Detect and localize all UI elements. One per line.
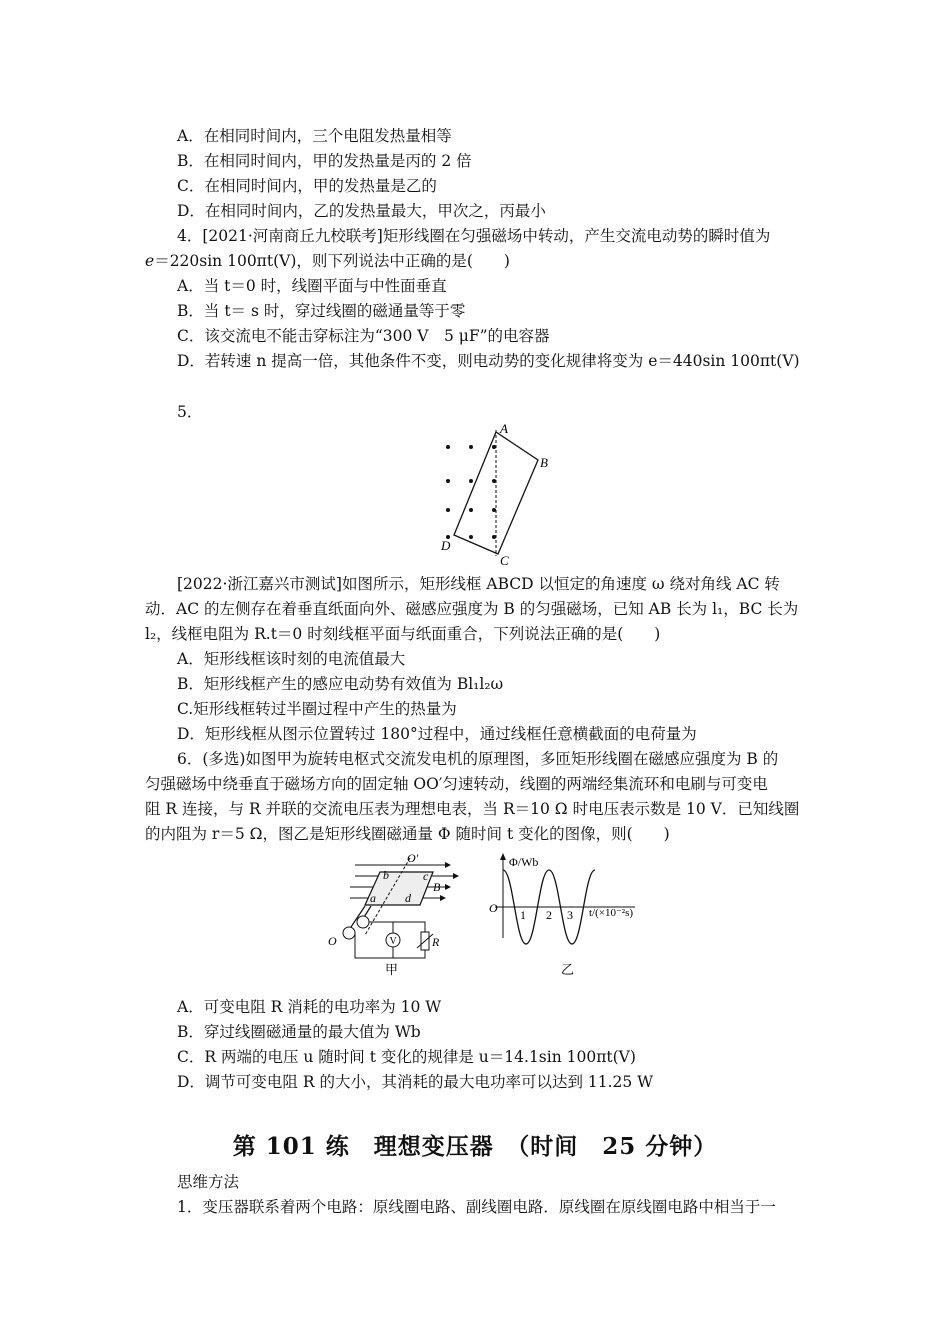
q3-option-d: D．在相同时间内，乙的发热量最大，甲次之，丙最小 xyxy=(177,202,546,220)
label-d: D xyxy=(441,538,451,553)
q5-option-d: D．矩形线框从图示位置转过 180°过程中，通过线框任意横截面的电荷量为 xyxy=(177,725,697,743)
q4-var-e: e xyxy=(145,252,155,270)
method-heading: 思维方法 xyxy=(177,1173,240,1191)
q4-stem-line2-text: ＝220sin 100πt(V)，则下列说法中正确的是( ) xyxy=(154,252,510,270)
label-d-lower: d xyxy=(405,891,411,905)
label-c-upper: c xyxy=(423,869,429,883)
y-axis-label: Φ/Wb xyxy=(509,855,539,869)
label-b-upper: b xyxy=(383,868,389,882)
q6-option-d: D．调节可变电阻 R 的大小，其消耗的最大电功率可以达到 11.25 W xyxy=(177,1073,654,1091)
q5-figure xyxy=(436,420,556,570)
slip-ring-upper xyxy=(357,916,369,928)
label-o-lower: O xyxy=(328,934,337,948)
q5-stem-line3: l₂，线框电阻为 R.t＝0 时刻线框平面与纸面重合，下列说法正确的是( ) xyxy=(145,625,661,643)
x-axis-label: t/(×10⁻²s) xyxy=(589,907,634,919)
field-arrowheads xyxy=(440,862,459,901)
label-a-lower: a xyxy=(370,891,376,905)
q4-option-a: A．当 t＝0 时，线圈平面与中性面垂直 xyxy=(177,277,447,295)
origin-label: O xyxy=(489,901,498,915)
section-title: 第 101 练 理想变压器 （时间 25 分钟） xyxy=(232,1133,718,1160)
q6-stem-line2: 匀强磁场中绕垂直于磁场方向的固定轴 OO′匀速转动，线圈的两端经集流环和电刷与可变电 xyxy=(145,775,768,793)
q6-option-a: A．可变电阻 R 消耗的电功率为 10 W xyxy=(177,998,442,1016)
q4-option-d: D．若转速 n 提高一倍，其他条件不变，则电动势的变化规律将变为 e＝440sin 100πt(V) xyxy=(177,352,800,370)
tick-3: 3 xyxy=(567,908,573,922)
tick-2: 2 xyxy=(546,908,552,922)
label-c: C xyxy=(500,553,509,568)
q3-option-a: A．在相同时间内，三个电阻发热量相等 xyxy=(177,127,452,145)
q6-stem-line3: 阻 R 连接，与 R 并联的交流电压表为理想电表，当 R＝10 Ω 时电压表示数是 10 V．已知线圈 xyxy=(145,800,800,818)
q5-option-c: C.矩形线框转过半圈过程中产生的热量为 xyxy=(177,700,457,718)
q6-stem-line1: 6．(多选)如图甲为旋转电枢式交流发电机的原理图，多匝矩形线圈在磁感应强度为 B 的 xyxy=(177,750,779,768)
q4-stem-line1: 4．[2021·河南商丘九校联考]矩形线圈在匀强磁场中转动，产生交流电动势的瞬时值为 xyxy=(177,227,771,245)
q6-figure-flux-graph xyxy=(485,850,665,980)
q6-option-b: B．穿过线圈磁通量的最大值为 Wb xyxy=(177,1023,421,1041)
q5-stem-line1: [2022·浙江嘉兴市测试]如图所示，矩形线框 ABCD 以恒定的角速度 ω 绕对角线 AC 转 xyxy=(177,575,780,593)
q3-option-b: B．在相同时间内，甲的发热量是丙的 2 倍 xyxy=(177,152,472,170)
q6-stem-line4: 的内阻为 r＝5 Ω，图乙是矩形线圈磁通量 Φ 随时间 t 变化的图像，则( ) xyxy=(145,825,670,843)
label-b: B xyxy=(540,455,548,470)
q4-stem-line2 xyxy=(145,251,510,271)
label-r: R xyxy=(432,935,440,949)
method-item-1: 1．变压器联系着两个电路：原线圈电路、副线圈电路．原线圈在原线圈电路中相当于一 xyxy=(177,1198,776,1216)
slip-ring-lower xyxy=(343,927,355,939)
label-field-b: B xyxy=(433,880,441,894)
tick-1: 1 xyxy=(520,908,526,922)
caption-jia: 甲 xyxy=(385,962,399,977)
q5-number: 5． xyxy=(177,403,203,421)
q5-stem-line2: 动．AC 的左侧存在着垂直纸面向外、磁感应强度为 B 的匀强磁场，已知 AB 长为 l₁，BC 长为 xyxy=(145,600,799,618)
q5-option-a: A．矩形线框该时刻的电流值最大 xyxy=(177,650,406,668)
q4-option-c: C．该交流电不能击穿标注为“300 V 5 μF”的电容器 xyxy=(177,327,550,345)
q5-option-b: B．矩形线框产生的感应电动势有效值为 Bl₁l₂ω xyxy=(177,675,504,693)
q6-figure-generator xyxy=(325,850,475,980)
q3-option-c: C．在相同时间内，甲的发热量是乙的 xyxy=(177,177,437,195)
q6-option-c: C．R 两端的电压 u 随时间 t 变化的规律是 u＝14.1sin 100πt(V) xyxy=(177,1048,636,1066)
label-a: A xyxy=(500,421,508,436)
caption-yi: 乙 xyxy=(561,962,575,977)
label-o-prime: O′ xyxy=(407,851,419,865)
voltmeter-label: V xyxy=(389,936,397,947)
q4-option-b: B．当 t＝ s 时，穿过线圈的磁通量等于零 xyxy=(177,302,466,320)
